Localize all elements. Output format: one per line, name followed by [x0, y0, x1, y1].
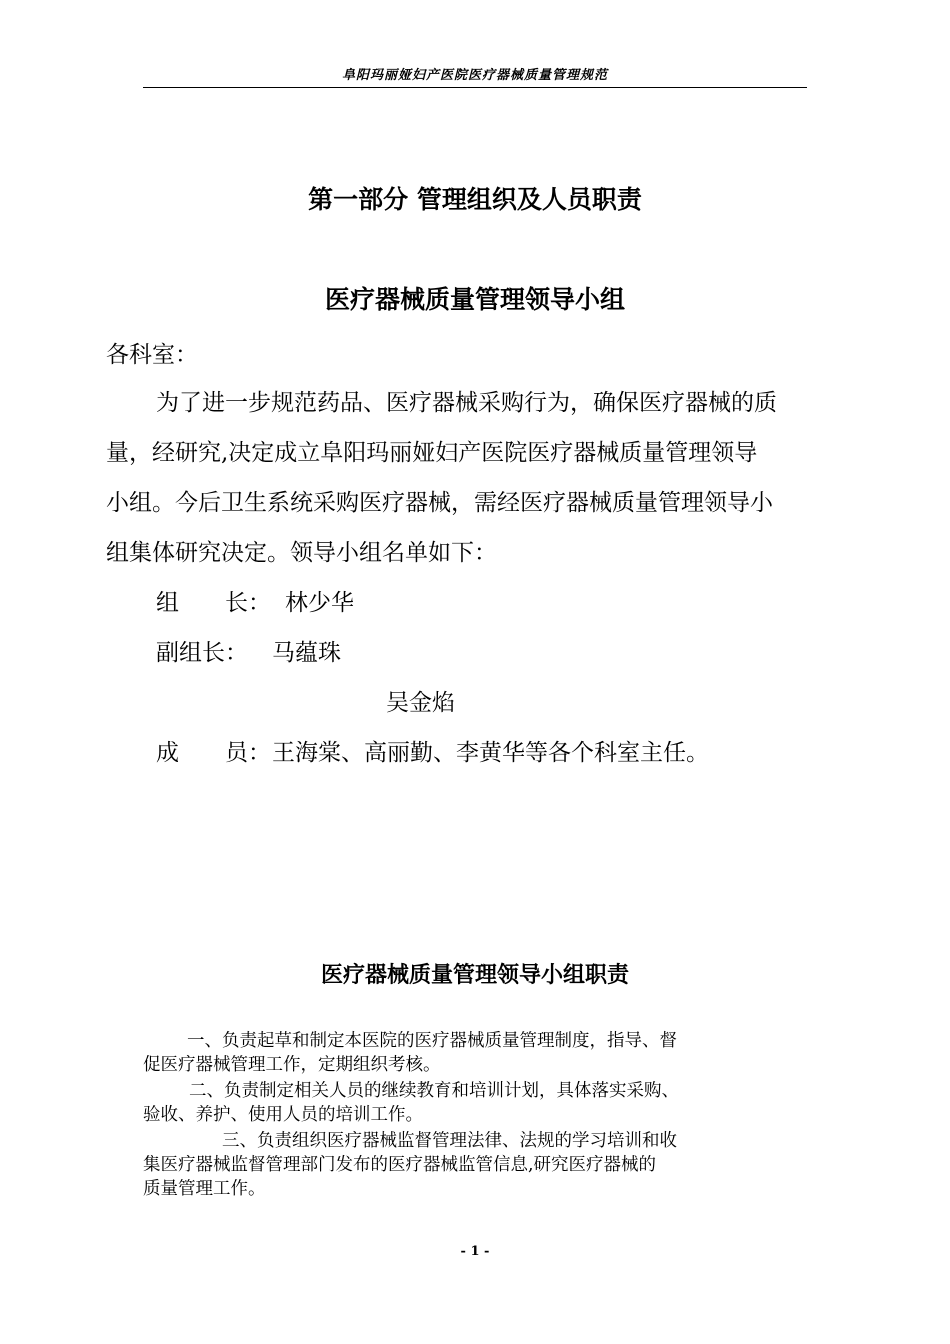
running-header: 阜阳玛丽娅妇产医院医疗器械质量管理规范 [341, 68, 608, 83]
notice-body-line: 小组。今后卫生系统采购医疗器械，需经医疗器械质量管理领导小 [106, 490, 773, 516]
deputy-name-2: 吴金焰 [386, 690, 455, 716]
duty-item-line: 一、负责起草和制定本医院的医疗器械质量管理制度，指导、督 [187, 1031, 677, 1051]
leader-name: 林少华 [285, 590, 354, 616]
page-number: - 1 - [460, 1244, 490, 1259]
duty-item-line: 集医疗器械监督管理部门发布的医疗器械监管信息,研究医疗器械的 [143, 1155, 657, 1175]
group-title: 医疗器械质量管理领导小组 [324, 285, 625, 314]
duty-item-line: 验收、养护、使用人员的培训工作。 [143, 1105, 423, 1125]
header-rule [143, 87, 807, 88]
deputy-name-1: 马蕴珠 [272, 640, 341, 666]
duties-title: 医疗器械质量管理领导小组职责 [320, 963, 629, 988]
notice-body-line: 量，经研究,决定成立阜阳玛丽娅妇产医院医疗器械质量管理领导 [106, 440, 758, 466]
duty-item-line: 质量管理工作。 [143, 1179, 266, 1199]
member-label: 成 员： [156, 740, 271, 766]
part-title: 第一部分 管理组织及人员职责 [308, 185, 642, 214]
notice-body-line: 为了进一步规范药品、医疗器械采购行为，确保医疗器械的质 [156, 390, 777, 416]
salutation: 各科室： [106, 342, 198, 368]
duty-item-line: 促医疗器械管理工作，定期组织考核。 [143, 1055, 441, 1075]
notice-body-line: 组集体研究决定。领导小组名单如下： [106, 540, 497, 566]
leader-label: 组 长： [156, 590, 271, 616]
duty-item-line: 二、负责制定相关人员的继续教育和培训计划，具体落实采购、 [189, 1081, 679, 1101]
member-names: 王海棠、高丽勤、李黄华等各个科室主任。 [272, 740, 709, 766]
duty-item-line: 三、负责组织医疗器械监督管理法律、法规的学习培训和收 [222, 1131, 677, 1151]
deputy-label: 副组长： [156, 640, 248, 666]
